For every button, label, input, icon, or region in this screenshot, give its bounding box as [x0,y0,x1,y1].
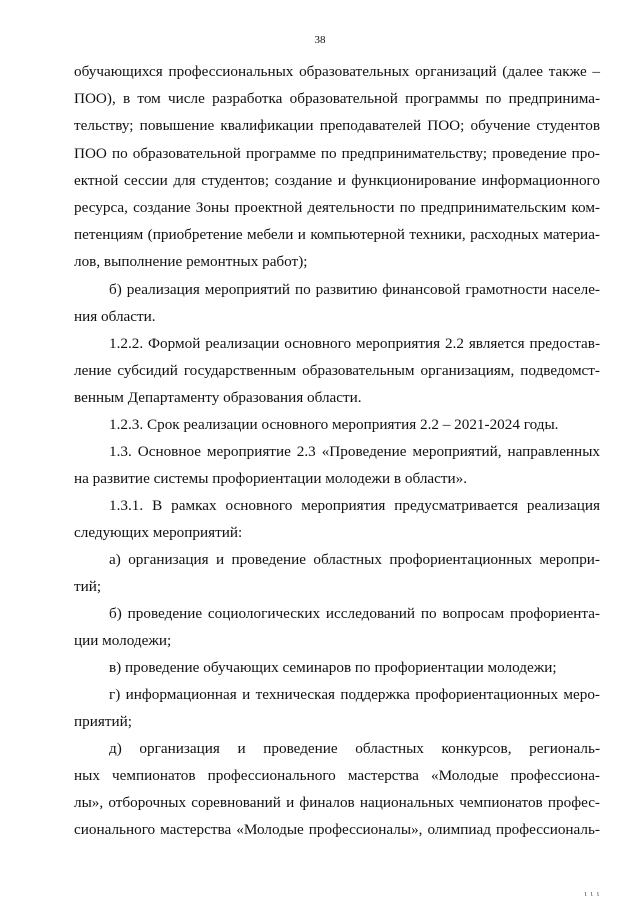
text-line: ния области. [74,308,156,325]
text-line: ции молодежи; [74,632,172,649]
text-line: а) организация и проведение областных профориентационных меропри- [109,551,600,568]
text-line: ление субсидий государственным образовательным организациям, подведомст- [74,362,600,379]
text-line: ПОО), в том числе разработка образовательной программы по предпринима- [74,90,600,107]
text-line: г) информационная и техническая поддержка профориентационных меро- [109,686,600,703]
text-line: ПОО по образовательной программе по предпринимательству; проведение про- [74,145,600,162]
text-line: б) проведение социологических исследований по вопросам профориента- [109,605,600,622]
text-line: следующих мероприятий: [74,524,243,541]
text-line: тий; [74,578,102,595]
text-line: приятий; [74,713,132,730]
text-line: лы», отборочных соревнований и финалов национальных чемпионатов профес- [74,794,600,811]
text-line: петенциям (приобретение мебели и компьютерной техники, расходных материа- [74,226,600,243]
text-line: лов, выполнение ремонтных работ); [74,253,308,270]
text-line: ектной сессии для студентов; создание и функционирование информационного [74,172,600,189]
text-line: 1.3.1. В рамках основного мероприятия предусматривается реализация [109,497,600,514]
text-line: обучающихся профессиональных образовательных организаций (далее также – [74,63,600,80]
text-line: тельству; повышение квалификации преподавателей ПОО; обучение студентов [74,117,600,134]
footer-mark: ι ι ι [584,889,600,898]
text-line: ных чемпионатов профессионального мастерства «Молодые профессиона- [74,767,600,784]
text-line: б) реализация мероприятий по развитию финансовой грамотности населе- [109,281,600,298]
text-line: 1.3. Основное мероприятие 2.3 «Проведение мероприятий, направленных [109,443,600,460]
text-line: ресурса, создание Зоны проектной деятельности по предпринимательским ком- [74,199,600,216]
page-number: 38 [314,34,326,46]
text-line: венным Департаменту образования области. [74,389,362,406]
text-line: сионального мастерства «Молодые профессионалы», олимпиад профессиональ- [74,821,600,838]
text-line: на развитие системы профориентации молодежи в области». [74,470,468,487]
text-line: 1.2.2. Формой реализации основного мероприятия 2.2 является предостав- [109,335,600,352]
text-line: д) организация и проведение областных конкурсов, региональ- [109,740,600,757]
text-line: 1.2.3. Срок реализации основного мероприятия 2.2 – 2021-2024 годы. [109,416,559,433]
text-line: в) проведение обучающих семинаров по профориентации молодежи; [109,659,557,676]
